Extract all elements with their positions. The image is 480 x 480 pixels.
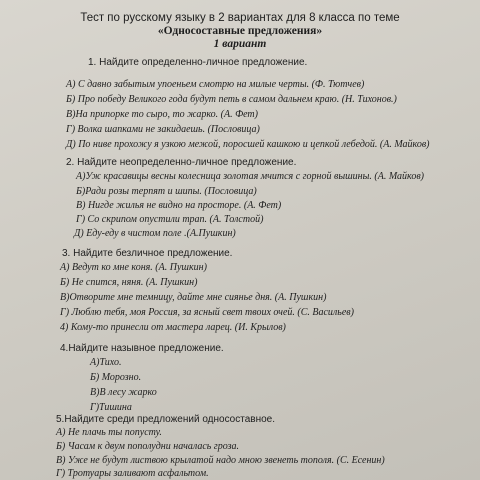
question-3-option-c: В)Отворите мне темницу, дайте мне сиянье дня. (А. Пушкин)	[60, 292, 327, 303]
question-2-option-a: А)Уж красавицы весны колесница золотая мчится с горной вышины. (А. Майков)	[76, 171, 424, 182]
question-2-option-c: В) Нигде жилья не видно на просторе. (А. Фет)	[76, 200, 282, 211]
question-1-prompt: 1. Найдите определенно-личное предложение.	[88, 57, 308, 68]
question-5-option-d: Г) Тротуары заливают асфальтом.	[56, 468, 209, 479]
question-4-option-c: В)В лесу жарко	[90, 387, 157, 398]
variant-label: 1 вариант	[213, 38, 267, 50]
question-3-option-a: А) Ведут ко мне коня. (А. Пушкин)	[60, 262, 207, 273]
question-2-option-b: Б)Ради розы терпят и шипы. (Пословица)	[76, 186, 257, 197]
question-4-option-b: Б) Морозно.	[90, 372, 142, 383]
question-4-option-d: Г)Тишина	[90, 402, 132, 413]
question-5-option-a: А) Не плачь ты попусту.	[56, 427, 162, 438]
question-1-option-c: В)На припорке то сыро, то жарко. (А. Фет)	[66, 109, 258, 120]
question-1-option-d: Г) Волка шапками не закидаешь. (Пословица)	[66, 124, 260, 135]
question-5-option-c: В) Уже не будут листвою крылатой надо мною звенеть тополя. (С. Есенин)	[56, 455, 385, 466]
question-4-option-a: А)Тихо.	[90, 357, 122, 368]
question-5-option-b: Б) Часам к двум пополудни началась гроза.	[56, 441, 239, 452]
question-1-option-b: Б) Про победу Великого года будут петь в самом дальнем краю. (Н. Тихонов.)	[66, 94, 397, 105]
question-4-prompt: 4.Найдите назывное предложение.	[60, 343, 224, 354]
question-2-prompt: 2. Найдите неопределенно-личное предложение.	[66, 157, 297, 168]
question-3-option-e: 4) Кому-то принесли от мастера ларец. (И. Крылов)	[60, 322, 286, 333]
question-2-option-d: Г) Со скрипом опустили трап. (А. Толстой)	[76, 214, 264, 225]
question-5-prompt: 5.Найдите среди предложений односоставное.	[56, 414, 276, 425]
question-2-option-e: Д) Еду-еду в чистом поле .(А.Пушкин)	[74, 228, 236, 239]
question-1-option-e: Д) По ниве прохожу я узкою межой, поросшей кашкою и цепкой лебедой. (А. Майков)	[66, 139, 430, 150]
question-3-option-b: Б) Не спится, няня. (А. Пушкин)	[60, 277, 198, 288]
question-1-option-a: А) С давно забытым упоеньем смотрю на милые черты. (Ф. Тютчев)	[66, 79, 365, 90]
test-title: Тест по русскому языку в 2 вариантах для 8 класса по теме	[80, 12, 400, 24]
test-topic: «Односоставные предложения»	[157, 25, 323, 37]
question-3-option-d: Г) Люблю тебя, моя Россия, за ясный свет твоих очей. (С. Васильев)	[60, 307, 354, 318]
question-3-prompt: 3. Найдите безличное предложение.	[62, 248, 233, 259]
